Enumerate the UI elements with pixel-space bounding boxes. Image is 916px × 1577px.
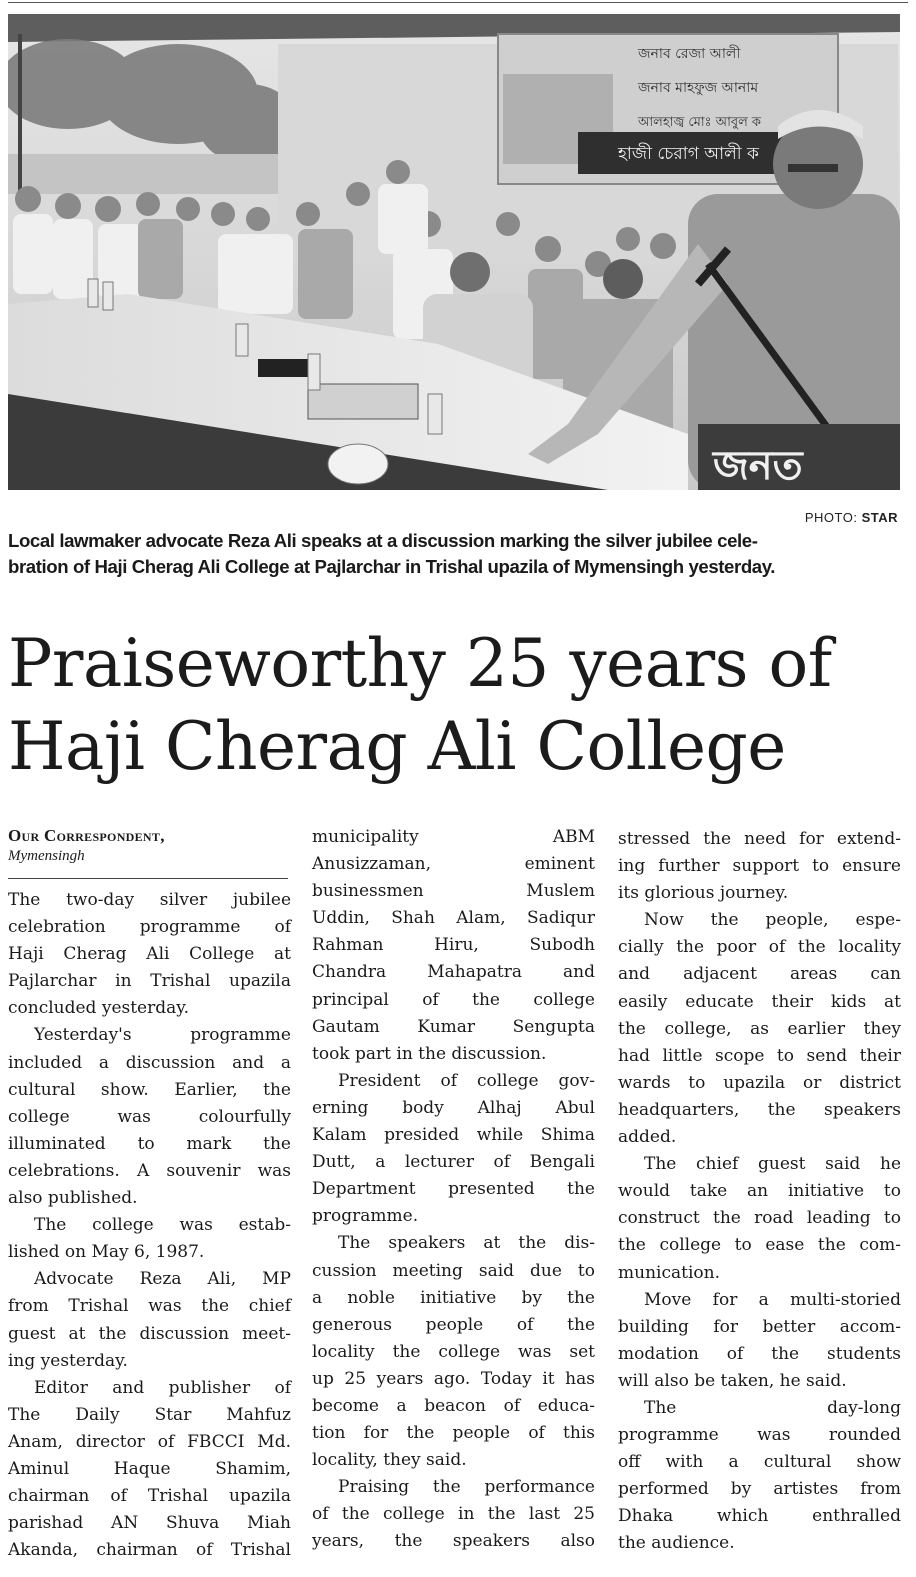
article-line: The college was estab- (34, 1215, 291, 1236)
article-line: Akanda, chairman of Trishal (8, 1540, 291, 1561)
article-line: locality the college was set (312, 1341, 595, 1362)
article-line: the college, as earlier they (618, 1018, 901, 1039)
article-line: the audience. (618, 1533, 735, 1554)
article-line: cially the poor of the locality (618, 937, 901, 958)
article-line: municipality ABM (312, 827, 595, 847)
article-line: took part in the discussion. (312, 1043, 547, 1064)
article-line: modation of the students (618, 1343, 901, 1364)
article-line: had little scope to send their (618, 1045, 901, 1066)
photo-illustration (8, 14, 900, 490)
article-line: college was colourfully (8, 1106, 291, 1127)
photo-credit (805, 510, 898, 525)
article-line: The Daily Star Mahfuz (8, 1404, 291, 1425)
photo-caption (8, 528, 900, 580)
article-line: Aminul Haque Shamim, (8, 1458, 291, 1479)
article-line: Anusizzaman, eminent (312, 854, 595, 875)
article-line: stressed the need for extend- (618, 829, 901, 849)
article-line: erning body Alhaj Abul (312, 1097, 595, 1118)
article-line: construct the road leading to (618, 1208, 901, 1229)
article-line: years, the speakers also (312, 1531, 595, 1552)
article-line: Chandra Mahapatra and (312, 962, 595, 983)
article-line: Editor and publisher of (34, 1377, 291, 1398)
article-line: wards to upazila or district (618, 1072, 901, 1093)
article-line: easily educate their kids at (618, 991, 901, 1012)
article-line: up 25 years ago. Today it has (312, 1368, 595, 1389)
headline-line: Haji Cherag Ali College (8, 708, 786, 785)
article-line: munication. (618, 1262, 720, 1283)
banner-line-2: জনাব মাহফুজ আনাম (638, 80, 759, 96)
article-line: of the college in the last 25 (312, 1504, 595, 1525)
article-line: Haji Cherag Ali College at (8, 944, 291, 965)
article-line: cultural show. Earlier, the (8, 1079, 291, 1100)
article-line: ing further support to ensure (618, 856, 901, 877)
caption-line: Local lawmaker advocate Reza Ali speaks at a discussion marking the silver jubilee cele- (8, 530, 758, 551)
article-line: Uddin, Shah Alam, Sadiqur (312, 908, 595, 929)
article-line: Gautam Kumar Sengupta (312, 1016, 595, 1037)
article-line: Move for a multi-storied (644, 1289, 901, 1310)
article-line: celebrations. A souvenir was (8, 1160, 291, 1181)
article-line: headquarters, the speakers (618, 1099, 901, 1120)
article-column-2 (312, 824, 595, 1556)
article-line: Dhaka which enthralled (618, 1506, 901, 1527)
article-line: parishad AN Shuva Miah (8, 1513, 291, 1534)
article-line: off with a cultural show (618, 1452, 901, 1473)
article-line: locality, they said. (312, 1450, 467, 1471)
banner-line-3: আলহাজ্ব মোঃ আবুল ক (638, 115, 762, 130)
top-rule (8, 2, 908, 3)
article-line: The speakers at the dis- (338, 1233, 595, 1254)
article-line: cussion meeting said due to (312, 1260, 595, 1281)
article-line: President of college gov- (338, 1070, 595, 1091)
article-line: would take an initiative to (618, 1181, 901, 1202)
article-line: Yesterday's programme (34, 1025, 291, 1046)
article-line: programme. (312, 1206, 419, 1227)
article-line: concluded yesterday. (8, 998, 190, 1019)
photo-credit-prefix: PHOTO: (804, 510, 858, 525)
article-line: generous people of the (312, 1314, 595, 1335)
article-line: The two-day silver jubilee (8, 890, 291, 910)
article-line: and adjacent areas can (618, 964, 901, 985)
article-line: The chief guest said he (644, 1154, 901, 1175)
headline (8, 622, 908, 788)
article-line: The day-long (644, 1397, 901, 1418)
article-line: the college to ease the com- (618, 1235, 901, 1256)
banner-line-1: জনাব রেজা আলী (638, 46, 741, 62)
podium-text: জনত (713, 443, 803, 489)
article-line: Department presented the (312, 1179, 595, 1200)
article-line: programme was rounded (618, 1425, 901, 1446)
article-line: added. (618, 1127, 677, 1148)
article-line: principal of the college (312, 989, 595, 1010)
article-line: will also be taken, he said. (618, 1370, 847, 1391)
article-line: building for better accom- (618, 1316, 901, 1337)
article-line: guest at the discussion meet- (8, 1323, 291, 1344)
byline-name: Our Correspondent, (8, 826, 165, 845)
photo-credit-source: STAR (861, 510, 898, 525)
article-line: Anam, director of FBCCI Md. (8, 1431, 291, 1452)
article-line: illuminated to mark the (8, 1133, 291, 1154)
article-line: Now the people, espe- (644, 910, 901, 931)
article-column-3 (618, 826, 901, 1558)
article-line: also published. (8, 1188, 138, 1209)
column-1-body (8, 887, 291, 1564)
article-line: chairman of Trishal upazila (8, 1486, 291, 1507)
article-line: Rahman Hiru, Subodh (312, 935, 595, 956)
article-column-1 (8, 826, 291, 1564)
article-line: lished on May 6, 1987. (8, 1242, 205, 1263)
article-line: become a beacon of educa- (312, 1395, 595, 1416)
article-line: Pajlarchar in Trishal upazila (8, 971, 291, 992)
article-line: businessmen Muslem (312, 881, 595, 902)
article-line: celebration programme of (8, 917, 291, 938)
banner-bottom: হাজী চেরাগ আলী ক (618, 144, 759, 164)
column-3-body (618, 826, 901, 1558)
byline-rule (8, 878, 288, 879)
article-line: a noble initiative by the (312, 1287, 595, 1308)
article-line: Advocate Reza Ali, MP (34, 1269, 291, 1290)
news-photo (8, 14, 900, 490)
article-line: Kalam presided while Shima (312, 1125, 595, 1146)
caption-line: bration of Haji Cherag Ali College at Pajlarchar in Trishal upazila of Mymensingh yesterday. (8, 556, 776, 577)
article-line: tion for the people of this (312, 1423, 595, 1444)
byline-place: Mymensingh (8, 848, 85, 864)
headline-line: Praiseworthy 25 years of (8, 625, 832, 702)
article-line: its glorious journey. (618, 883, 789, 904)
article-line: from Trishal was the chief (8, 1296, 291, 1317)
article-line: Dutt, a lecturer of Bengali (312, 1152, 595, 1173)
article-line: performed by artistes from (618, 1479, 901, 1500)
article-line: included a discussion and a (8, 1052, 291, 1073)
article-line: Praising the performance (338, 1477, 595, 1498)
column-2-body (312, 824, 595, 1556)
article-line: ing yesterday. (8, 1350, 128, 1371)
